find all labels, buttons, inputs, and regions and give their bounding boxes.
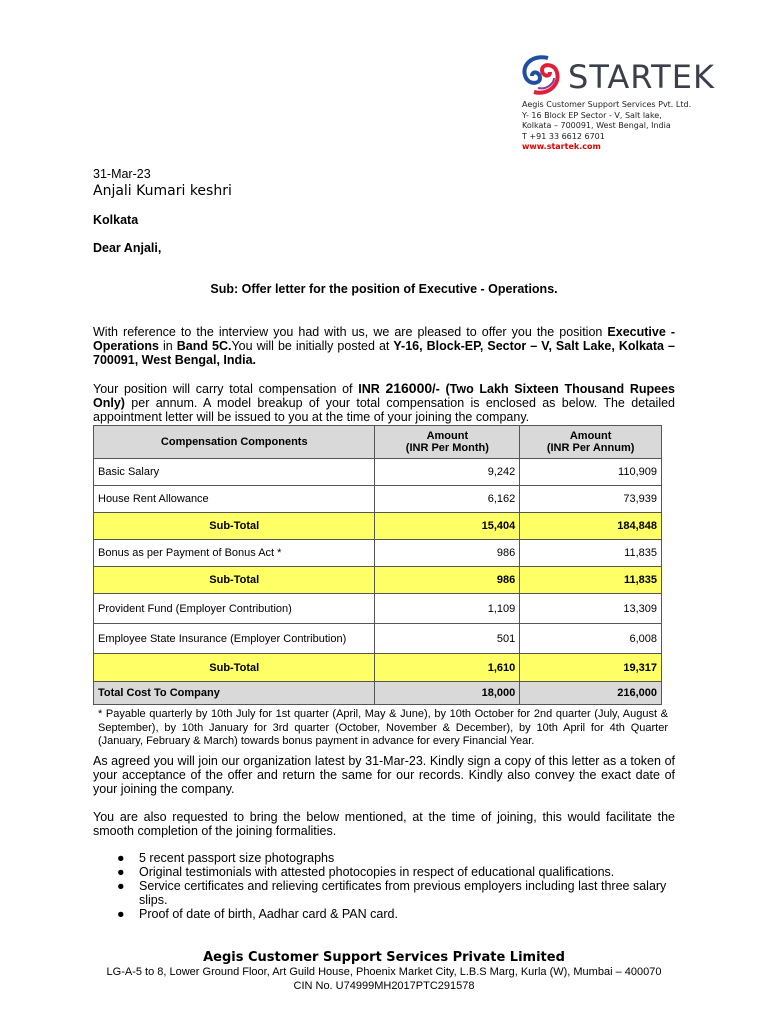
row-label: Total Cost To Company: [94, 682, 375, 705]
list-item: [93, 851, 678, 865]
list-item-text: Service certificates and relieving certificates from previous employers including last three salary slips.: [139, 879, 667, 907]
text-run: in: [159, 339, 177, 353]
address-line: Y- 16 Block EP Sector - V, Salt lake,: [522, 110, 662, 120]
row-label: Provident Fund (Employer Contribution): [94, 594, 375, 624]
row-annum: 19,317: [520, 654, 662, 682]
bonus-footnote: * Payable quarterly by 10th July for 1st quarter (April, May & June), by 10th October for 2nd quarter (July, August & September), by 10th January for 3rd quarter (October, November & December), by 10th April for 4th Quarter (January, February & March) towards bonus payment in advance for every Financial Year.: [98, 708, 668, 747]
header-text: Amount: [426, 430, 469, 442]
row-label: Sub-Total: [94, 654, 375, 682]
row-annum: 11,835: [520, 540, 662, 567]
position-title: Executive - Operations: [93, 325, 675, 353]
row-month: 6,162: [375, 486, 520, 513]
total-row: [94, 682, 662, 705]
table-row: [94, 540, 662, 567]
text-run: With reference to the interview you had with us, we are pleased to offer you the position: [93, 325, 608, 339]
address-line: Aegis Customer Support Services Pvt. Ltd.: [522, 100, 692, 109]
subtotal-row: [94, 567, 662, 594]
row-label: Basic Salary: [94, 459, 375, 486]
table-row: [94, 594, 662, 624]
list-item: [93, 879, 678, 907]
row-annum: 13,309: [520, 594, 662, 624]
bullet-icon: ●: [117, 879, 125, 893]
table-row: [94, 624, 662, 654]
text-run: per annum. A model breakup of your total compensation is enclosed as below. The detailed appointment letter will be issued to you at the time of your joining the company.: [93, 396, 675, 424]
header-text: (INR Per Annum): [546, 442, 635, 454]
row-label: Employee State Insurance (Employer Contribution): [94, 624, 375, 654]
table-row: [94, 459, 662, 486]
compensation-table: [93, 425, 662, 705]
footer-company-name: Aegis Customer Support Services Private Limited: [203, 950, 565, 965]
salutation: Dear Anjali,: [93, 241, 162, 255]
row-month: 18,000: [375, 682, 520, 705]
row-annum: 184,848: [520, 513, 662, 540]
footer-address: LG-A-5 to 8, Lower Ground Floor, Art Guild House, Phoenix Market City, L.B.S Marg, Kurla (W), Mumbai – 400070: [106, 966, 662, 978]
requirements-list: [93, 851, 678, 921]
logo-wordmark: STARTEK: [568, 58, 715, 96]
paragraph-compensation: [93, 381, 675, 424]
row-annum: 6,008: [520, 624, 662, 654]
address-line: Kolkata – 700091, West Bengal, India: [522, 121, 671, 130]
subject-line: Sub: Offer letter for the position of Executive - Operations.: [210, 282, 558, 296]
row-month: 501: [375, 624, 520, 654]
header-annum: [520, 426, 662, 459]
website-link[interactable]: www.startek.com: [522, 142, 601, 151]
text-run: You will be initially posted at: [231, 339, 394, 353]
recipient-name: Anjali Kumari keshri: [93, 183, 232, 199]
paragraph-joining: As agreed you will join our organization latest by 31-Mar-23. Kindly sign a copy of this letter as a token of your acceptance of the offer and return the same for our records. Kindly also convey the exact date of your joining the company.: [93, 754, 675, 796]
startek-swirl-icon: [518, 52, 564, 98]
row-annum: 216,000: [520, 682, 662, 705]
list-item-text: 5 recent passport size photographs: [139, 851, 335, 865]
list-item: [93, 907, 678, 921]
table-row: [94, 486, 662, 513]
row-month: 9,242: [375, 459, 520, 486]
row-annum: 110,909: [520, 459, 662, 486]
ctc-words: /- (Two Lakh Sixteen Thousand Rupees Only): [93, 382, 676, 410]
bullet-icon: ●: [117, 851, 125, 865]
paragraph-documents: You are also requested to bring the below mentioned, at the time of joining, this would facilitate the smooth completion of the joining formalities.: [93, 810, 675, 838]
header-text: Amount: [569, 430, 612, 442]
list-item-text: Proof of date of birth, Aadhar card & PAN card.: [139, 907, 398, 921]
bullet-icon: ●: [117, 907, 125, 921]
startek-logo: [518, 52, 718, 100]
list-item: [93, 865, 678, 879]
row-label: Sub-Total: [94, 513, 375, 540]
currency-label: INR: [358, 382, 386, 396]
row-month: 1,109: [375, 594, 520, 624]
band-value: Band 5C.: [176, 339, 232, 353]
row-month: 986: [375, 567, 520, 594]
text-run: Your position will carry total compensation of: [93, 382, 359, 396]
row-month: 986: [375, 540, 520, 567]
paragraph-offer: [93, 325, 675, 367]
table-header-row: [94, 426, 662, 459]
row-month: 1,610: [375, 654, 520, 682]
row-label: House Rent Allowance: [94, 486, 375, 513]
subtotal-row: [94, 513, 662, 540]
recipient-city: Kolkata: [93, 213, 139, 227]
posting-address: Y-16, Block-EP, Sector – V, Salt Lake, Kolkata – 700091, West Bengal, India.: [93, 339, 675, 367]
row-annum: 73,939: [520, 486, 662, 513]
row-label: Sub-Total: [94, 567, 375, 594]
row-month: 15,404: [375, 513, 520, 540]
header-text: (INR Per Month): [405, 442, 489, 454]
footer-cin: CIN No. U74999MH2017PTC291578: [293, 980, 475, 992]
phone-line: T +91 33 6612 6701: [522, 131, 605, 141]
ctc-amount: 216000: [385, 380, 433, 396]
header-component: Compensation Components: [94, 426, 375, 459]
row-label: Bonus as per Payment of Bonus Act *: [94, 540, 375, 567]
subtotal-row: [94, 654, 662, 682]
bullet-icon: ●: [117, 865, 125, 879]
row-annum: 11,835: [520, 567, 662, 594]
list-item-text: Original testimonials with attested photocopies in respect of educational qualifications.: [139, 865, 615, 879]
letter-date: 31-Mar-23: [93, 167, 151, 181]
company-address-block: [522, 100, 691, 153]
header-month: [375, 426, 520, 459]
